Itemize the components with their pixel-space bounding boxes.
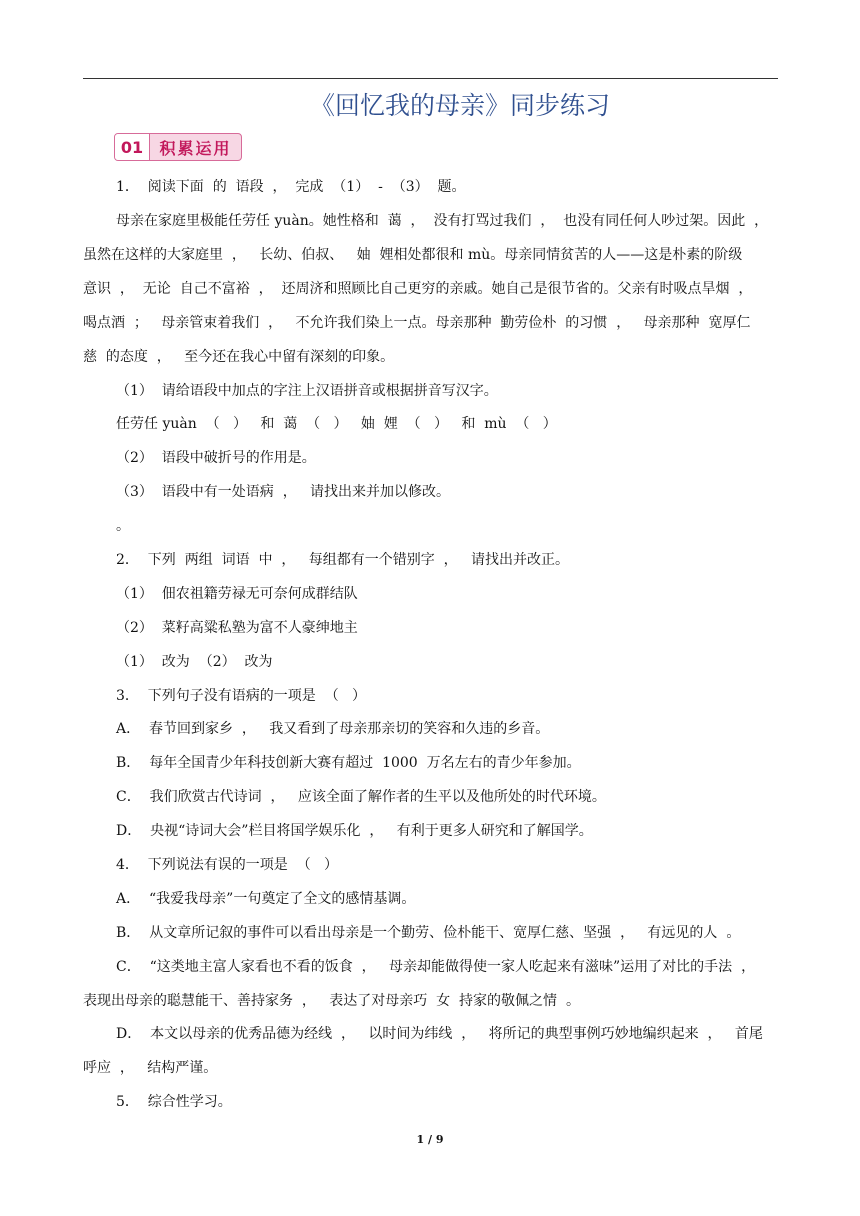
passage-line: 虽然在这样的大家庭里 ， 长幼、伯叔、 妯 娌相处都很和 mù。母亲同情贫苦的人——这是朴素的阶级 xyxy=(83,247,743,263)
question-3-prompt: 3． 下列句子没有语病的一项是 （ ） xyxy=(116,688,367,704)
passage-line: 慈 的态度 ， 至今还在我心中留有深刻的印象。 xyxy=(83,349,395,365)
answer-line: 。 xyxy=(116,518,130,534)
option-a: A． 春节回到家乡 ， 我又看到了母亲那亲切的笑容和久违的乡音。 xyxy=(116,721,550,737)
word-group: （1） 佃农祖籍劳禄无可奈何成群结队 xyxy=(116,586,358,602)
section-badge xyxy=(114,133,242,161)
option-d: D． 本文以母亲的优秀品德为经线 ， 以时间为纬线 ， 将所记的典型事例巧妙地编织起来 ， 首尾 xyxy=(116,1026,763,1042)
question-1-prompt: 1． 阅读下面 的 语段 ， 完成 （1） - （3） 题。 xyxy=(116,179,466,195)
passage-line: 喝点酒 ； 母亲管束着我们 ， 不允许我们染上一点。母亲那种 勤劳俭朴 的习惯 ， 母亲那种 宽厚仁 xyxy=(83,315,751,331)
option-a: A． “我爱我母亲”一句奠定了全文的感情基调。 xyxy=(116,891,416,907)
sub-question: （1） 请给语段中加点的字注上汉语拼音或根据拼音写汉字。 xyxy=(116,383,498,399)
correction-line: （1） 改为 （2） 改为 xyxy=(116,654,273,670)
page-number: 1 / 9 xyxy=(416,1133,444,1146)
passage-line: 意识 ， 无论 自己不富裕 ， 还周济和照顾比自己更穷的亲戚。她自己是很节省的。父亲有时吸点旱烟 ， xyxy=(83,281,753,297)
option-d-continued: 呼应 ， 结构严谨。 xyxy=(83,1060,218,1076)
option-c: C． “这类地主富人家看也不看的饭食 ， 母亲却能做得使一家人吃起来有滋味”运用了对比的手法 ， xyxy=(116,959,756,975)
option-d: D． 央视“诗词大会”栏目将国学娱乐化 ， 有利于更多人研究和了解国学。 xyxy=(116,823,593,839)
question-5-prompt: 5． 综合性学习。 xyxy=(116,1094,232,1110)
option-c: C． 我们欣赏古代诗词 ， 应该全面了解作者的生平以及他所处的时代环境。 xyxy=(116,789,606,805)
option-b: B． 从文章所记叙的事件可以看出母亲是一个勤劳、俭朴能干、宽厚仁慈、坚强 ， 有远见的人 。 xyxy=(116,925,741,941)
sub-question: （3） 语段中有一处语病 ， 请找出来并加以修改。 xyxy=(116,484,451,500)
option-c-continued: 表现出母亲的聪慧能干、善持家务 ， 表达了对母亲巧 女 持家的敬佩之情 。 xyxy=(83,993,580,1009)
document-title: 《回忆我的母亲》同步练习 xyxy=(309,91,610,120)
pinyin-blanks: 任劳任 yuàn （ ） 和 蔼 （ ） 妯 娌 （ ） 和 mù （ ） xyxy=(116,416,557,432)
question-2-prompt: 2． 下列 两组 词语 中 ， 每组都有一个错别字 ， 请找出并改正。 xyxy=(116,552,570,568)
header-rule xyxy=(83,78,778,79)
section-label: 积累运用 xyxy=(159,138,232,158)
option-b: B． 每年全国青少年科技创新大赛有超过 1000 万名左右的青少年参加。 xyxy=(116,755,581,771)
question-4-prompt: 4． 下列说法有误的一项是 （ ） xyxy=(116,857,339,873)
sub-question: （2） 语段中破折号的作用是。 xyxy=(116,450,316,466)
passage-line: 母亲在家庭里极能任劳任 yuàn。她性格和 蔼 ， 没有打骂过我们 ， 也没有同任何人吵过架。因此 ， xyxy=(116,213,769,229)
section-number: 01 xyxy=(115,134,150,160)
word-group: （2） 菜籽高粱私塾为富不人豪绅地主 xyxy=(116,620,358,636)
